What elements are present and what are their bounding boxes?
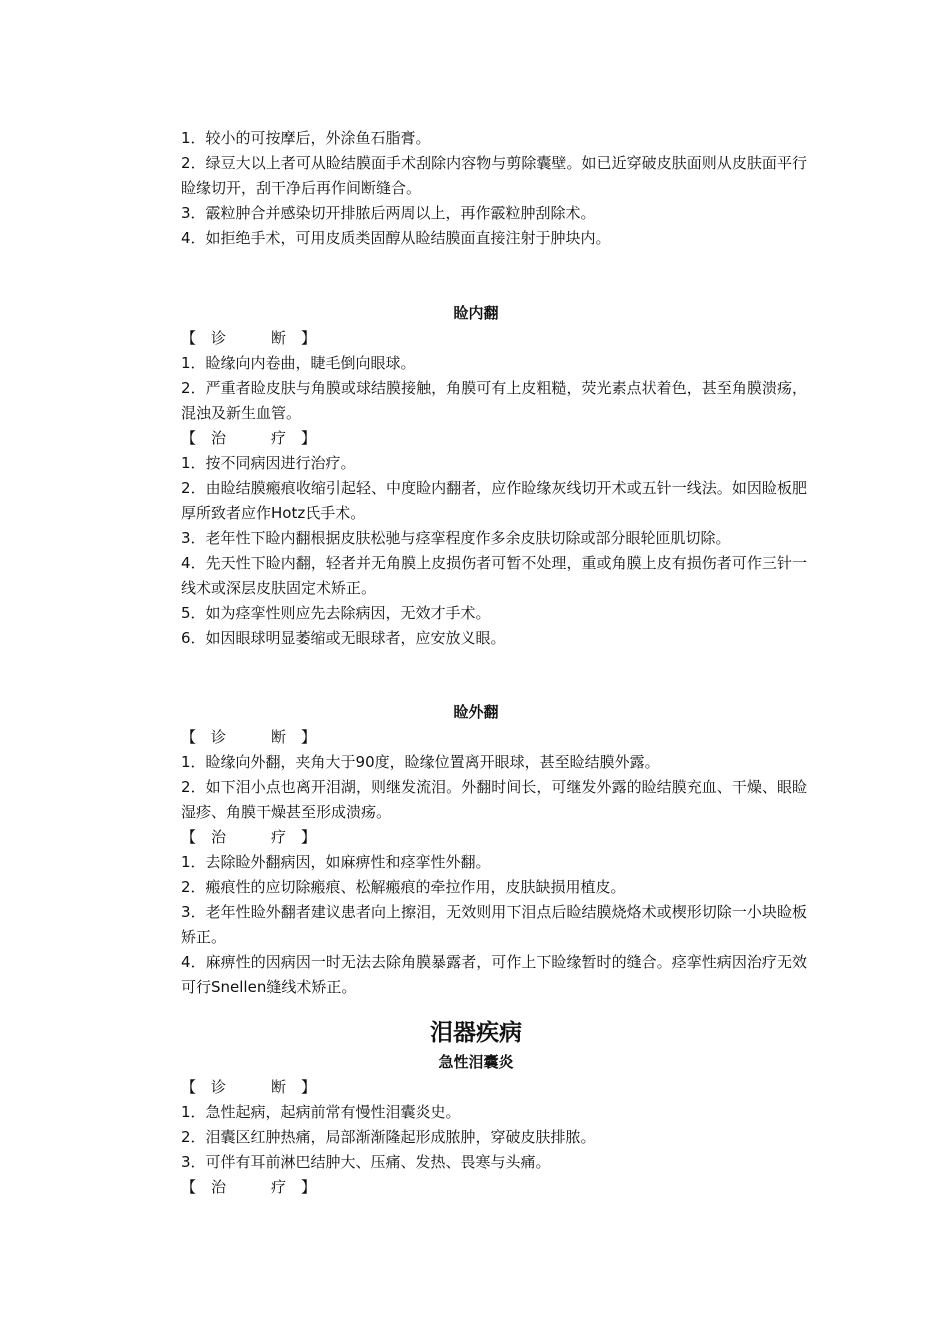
treatment-label: 【 治 疗 】 <box>181 1178 317 1196</box>
list-item: 2．由睑结膜瘢痕收缩引起轻、中度睑内翻者，应作睑缘灰线切开术或五针一线法。如因睑板肥厚所致者应作Hotz氏手术。 <box>181 479 807 522</box>
list-item: 1．较小的可按摩后，外涂鱼石脂膏。 <box>181 129 431 147</box>
list-item: 4．麻痹性的因病因一时无法去除角膜暴露者，可作上下睑缘暂时的缝合。痉挛性病因治疗无效可行Snellen缝线术矫正。 <box>181 953 807 996</box>
chapter-title: 泪器疾病 <box>430 1020 522 1046</box>
diagnosis-label: 【 诊 断 】 <box>181 728 317 746</box>
diagnosis-label: 【 诊 断 】 <box>181 329 317 347</box>
list-item: 2．瘢痕性的应切除瘢痕、松解瘢痕的牵拉作用，皮肤缺损用植皮。 <box>181 878 626 896</box>
section-title-entropion: 睑内翻 <box>453 304 499 322</box>
list-item: 3．老年性下睑内翻根据皮肤松驰与痉挛程度作多余皮肤切除或部分眼轮匝肌切除。 <box>181 529 731 547</box>
section-title-ectropion: 睑外翻 <box>453 703 499 721</box>
diagnosis-label: 【 诊 断 】 <box>181 1078 317 1096</box>
list-item: 1．按不同病因进行治疗。 <box>181 454 356 472</box>
list-item: 3．老年性睑外翻者建议患者向上擦泪，无效则用下泪点后睑结膜烧烙术或楔形切除一小块睑板矫正。 <box>181 903 807 946</box>
list-item: 4．如拒绝手术，可用皮质类固醇从睑结膜面直接注射于肿块内。 <box>181 229 611 247</box>
page-content <box>145 126 807 1200</box>
list-item: 1．去除睑外翻病因，如麻痹性和痉挛性外翻。 <box>181 853 491 871</box>
section-title-dacryocystitis: 急性泪囊炎 <box>438 1053 514 1071</box>
list-item: 6．如因眼球明显萎缩或无眼球者，应安放义眼。 <box>181 629 506 647</box>
list-item: 2．严重者睑皮肤与角膜或球结膜接触，角膜可有上皮粗糙，荧光素点状着色，甚至角膜溃疡，混浊及新生血管。 <box>181 379 807 422</box>
list-item: 2．泪囊区红肿热痛，局部渐渐隆起形成脓肿，穿破皮肤排脓。 <box>181 1128 596 1146</box>
list-item: 3．霰粒肿合并感染切开排脓后两周以上，再作霰粒肿刮除术。 <box>181 204 596 222</box>
list-item: 1．睑缘向外翻，夹角大于90度，睑缘位置离开眼球，甚至睑结膜外露。 <box>181 753 660 771</box>
list-item: 4．先天性下睑内翻，轻者并无角膜上皮损伤者可暂不处理，重或角膜上皮有损伤者可作三针一线术或深层皮肤固定术矫正。 <box>181 554 807 597</box>
list-item: 2．如下泪小点也离开泪湖，则继发流泪。外翻时间长，可继发外露的睑结膜充血、干燥、眼睑湿疹、角膜干燥甚至形成溃疡。 <box>181 778 807 821</box>
treatment-label: 【 治 疗 】 <box>181 828 317 846</box>
list-item: 1．急性起病，起病前常有慢性泪囊炎史。 <box>181 1103 461 1121</box>
list-item: 3．可伴有耳前淋巴结肿大、压痛、发热、畏寒与头痛。 <box>181 1153 551 1171</box>
list-item: 2．绿豆大以上者可从睑结膜面手术刮除内容物与剪除囊壁。如已近穿破皮肤面则从皮肤面平行睑缘切开，刮干净后再作间断缝合。 <box>181 154 807 197</box>
list-item: 5．如为痉挛性则应先去除病因，无效才手术。 <box>181 604 491 622</box>
list-item: 1．睑缘向内卷曲，睫毛倒向眼球。 <box>181 354 416 372</box>
treatment-label: 【 治 疗 】 <box>181 429 317 447</box>
